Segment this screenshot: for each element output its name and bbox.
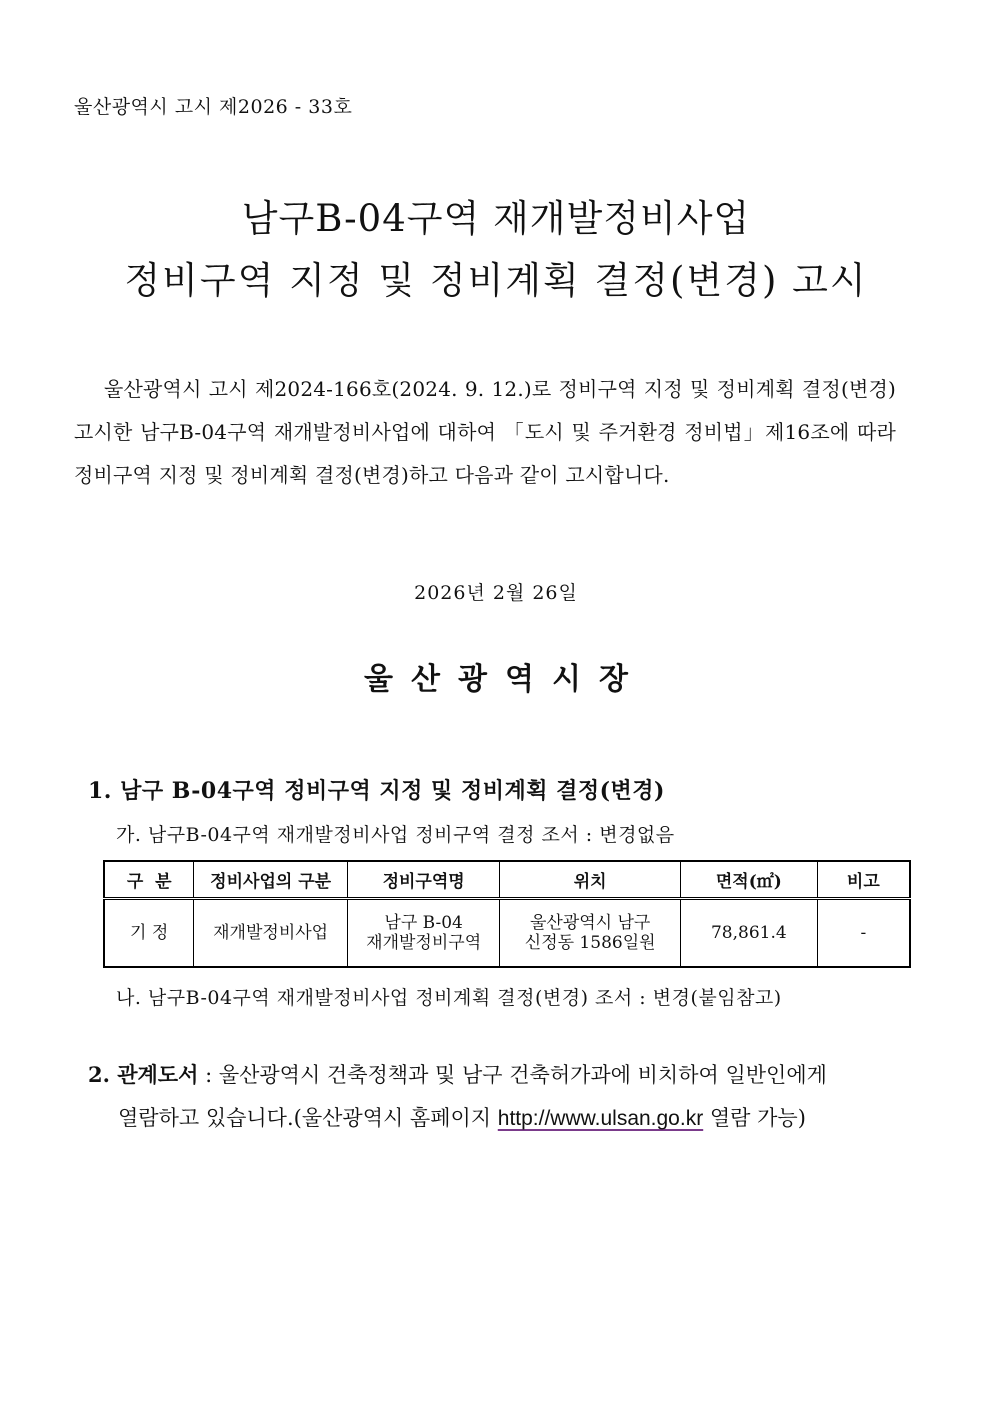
section-2-separator: : <box>198 1063 219 1087</box>
section-1-heading: 1. 남구 B-04구역 정비구역 지정 및 정비계획 결정(변경) <box>88 778 665 804</box>
notice-date: 2026년 2월 26일 <box>414 582 578 604</box>
table-header-row <box>104 861 910 899</box>
header-category: 구 분 <box>104 861 194 899</box>
cell-remarks: - <box>817 899 910 968</box>
homepage-link[interactable]: http://www.ulsan.go.kr <box>497 1107 704 1130</box>
subsection-ga: 가. 남구B-04구역 재개발정비사업 정비구역 결정 조서 : 변경없음 <box>116 824 675 846</box>
title-line-1: 남구B-04구역 재개발정비사업 <box>241 197 751 240</box>
section-2-line-1 <box>88 1053 928 1097</box>
location-line-1: 울산광역시 남구 <box>529 913 651 933</box>
zone-table <box>103 860 911 968</box>
cell-area: 78,861.4 <box>680 899 817 968</box>
zone-name-line-2: 재개발정비구역 <box>366 933 482 953</box>
header-area: 면적(㎡) <box>680 861 817 899</box>
cell-zone-name <box>347 899 500 968</box>
header-remarks: 비고 <box>817 861 910 899</box>
signer: 울산광역시장 <box>364 662 646 697</box>
cell-category: 기 정 <box>104 899 194 968</box>
section-2-text-1: 울산광역시 건축정책과 및 남구 건축허가과에 비치하여 일반인에게 <box>218 1063 827 1087</box>
header-zone-name: 정비구역명 <box>347 861 500 899</box>
location-line-2: 신정동 1586일원 <box>524 933 656 953</box>
section-2-text-2a: 열람하고 있습니다.(울산광역시 홈페이지 <box>118 1106 498 1130</box>
cell-location <box>500 899 681 968</box>
section-2-line-2 <box>88 1097 928 1140</box>
section-2-label: 2. 관계도서 <box>88 1062 199 1087</box>
table-row <box>104 899 910 968</box>
zone-name-line-1: 남구 B-04 <box>384 913 463 933</box>
subsection-na: 나. 남구B-04구역 재개발정비사업 정비계획 결정(변경) 조서 : 변경(붙임참고) <box>116 987 782 1009</box>
header-location: 위치 <box>500 861 681 899</box>
notice-number: 울산광역시 고시 제2026 - 33호 <box>74 96 353 118</box>
section-2-text-2b: 열람 가능) <box>703 1106 806 1130</box>
header-project-type: 정비사업의 구분 <box>194 861 348 899</box>
section-2 <box>88 1053 928 1140</box>
cell-project-type: 재개발정비사업 <box>194 899 348 968</box>
title-line-2: 정비구역 지정 및 정비계획 결정(변경) 고시 <box>124 259 868 302</box>
body-paragraph: 울산광역시 고시 제2024-166호(2024. 9. 12.)로 정비구역 지정 및 정비계획 결정(변경)고시한 남구B-04구역 재개발정비사업에 대하여 「도시 및 주거환경 정비법」제16조에 따라 정비구역 지정 및 정비계획 결정(변경)하고 다음과 같이 고시합니다. <box>74 377 896 487</box>
